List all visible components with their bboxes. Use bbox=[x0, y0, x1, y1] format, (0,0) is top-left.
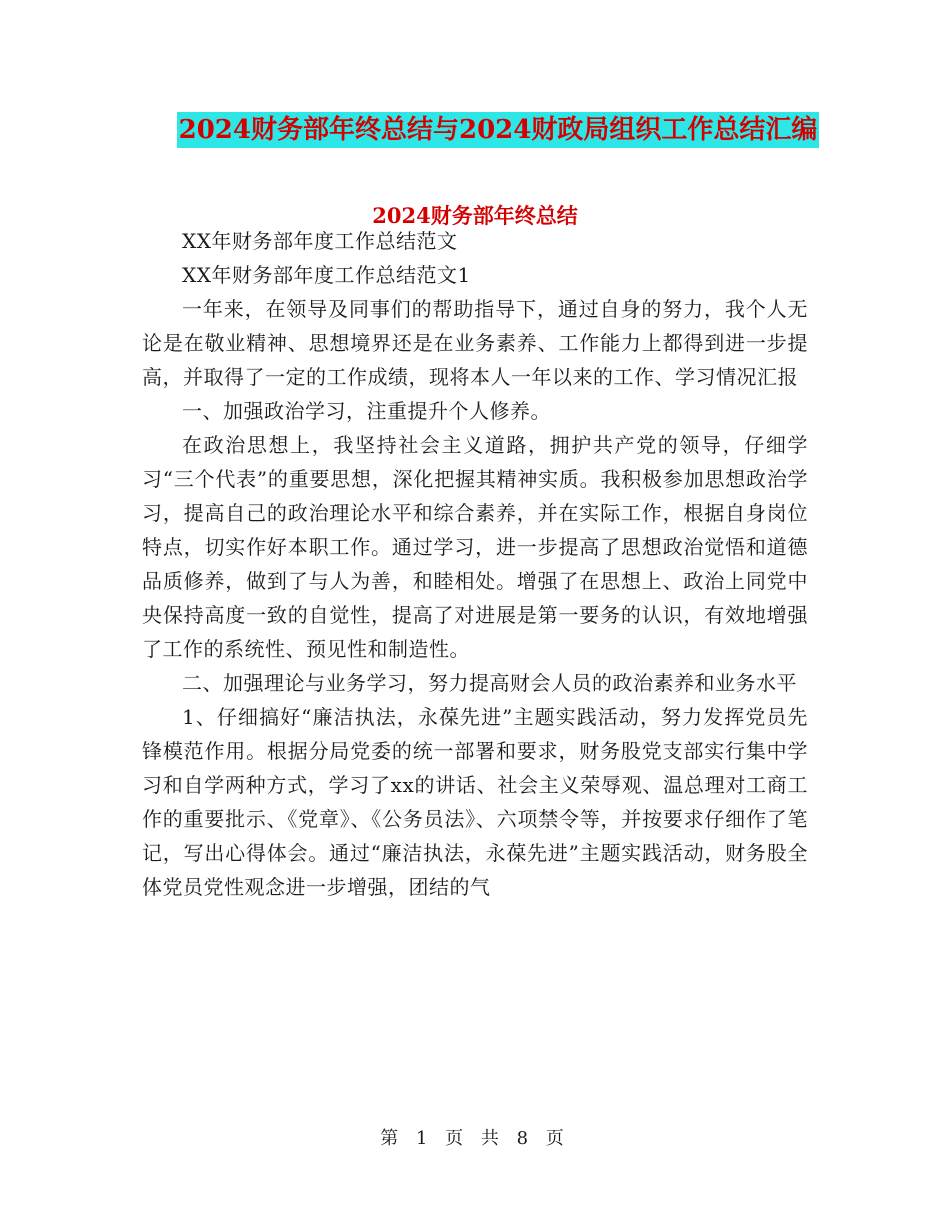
section-title: 2024财务部年终总结 bbox=[372, 203, 578, 228]
paragraph: 在政治思想上，我坚持社会主义道路，拥护共产党的领导，仔细学习“三个代表”的重要思想，深化把握其精神实质。我积极参加思想政治学习，提高自己的政治理论水平和综合素养，并在实际工作，根据自身岗位特点，切实作好本职工作。通过学习，进一步提高了思想政治觉悟和道德品质修养，做到了与人为善，和睦相处。增强了在思想上、政治上同党中央保持高度一致的自觉性，提高了对进展是第一要务的认识，有效地增强了工作的系统性、预见性和制造性。 bbox=[142, 433, 808, 661]
page-footer: 第 1 页 共 8 页 bbox=[380, 1128, 570, 1149]
main-title: 2024财务部年终总结与2024财政局组织工作总结汇编 bbox=[177, 112, 820, 148]
paragraph: 二、加强理论与业务学习，努力提高财会人员的政治素养和业务水平 bbox=[182, 671, 797, 695]
main-title-row bbox=[0, 112, 950, 148]
paragraph: XX年财务部年度工作总结范文1 bbox=[182, 263, 471, 287]
paragraph: 一年来，在领导及同事们的帮助指导下，通过自身的努力，我个人无论是在敬业精神、思想境界还是在业务素养、工作能力上都得到进一步提高，并取得了一定的工作成绩，现将本人一年以来的工作、学习情况汇报 bbox=[142, 297, 808, 389]
paragraph: 一、加强政治学习，注重提升个人修养。 bbox=[182, 399, 551, 423]
body-text bbox=[142, 224, 808, 904]
paragraph: XX年财务部年度工作总结范文 bbox=[182, 229, 458, 253]
paragraph: 1、仔细搞好“廉洁执法，永葆先进”主题实践活动，努力发挥党员先锋模范作用。根据分局党委的统一部署和要求，财务股党支部实行集中学习和自学两种方式，学习了xx的讲话、社会主义荣辱观、温总理对工商工作的重要批示、《党章》、《公务员法》、六项禁令等，并按要求仔细作了笔记，写出心得体会。通过“廉洁执法，永葆先进”主题实践活动，财务股全体党员党性观念进一步增强，团结的气 bbox=[142, 705, 808, 899]
